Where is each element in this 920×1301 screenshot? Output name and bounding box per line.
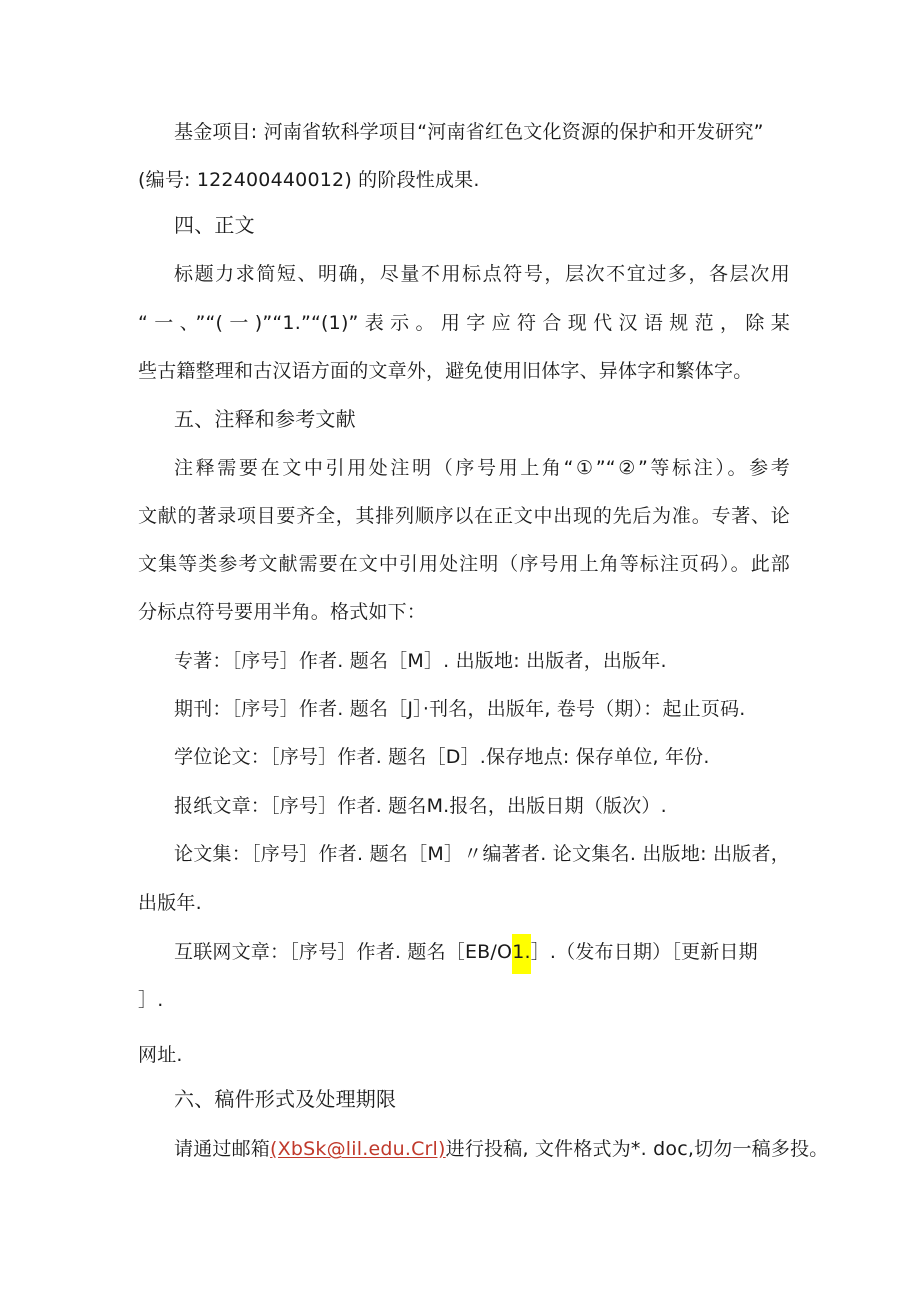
format-journal: 期刊：［序号］作者. 题名［J］·刊名，出版年, 卷号（期）：起止页码. bbox=[174, 698, 746, 720]
format-internet-line-2: ］. bbox=[138, 989, 164, 1011]
format-monograph: 专著：［序号］作者. 题名［M］. 出版地: 出版者，出版年. bbox=[174, 650, 667, 672]
format-newspaper: 报纸文章：［序号］作者. 题名M.报名，出版日期（版次）. bbox=[174, 795, 667, 817]
format-internet-line-3: 网址. bbox=[138, 1044, 183, 1066]
format-internet-prefix: 互联网文章：［序号］作者. 题名［EB/O bbox=[174, 941, 513, 963]
format-internet-suffix: ］.（发布日期）［更新日期 bbox=[530, 941, 758, 963]
format-collection-line-2: 出版年. bbox=[138, 892, 202, 914]
section-4-heading: 四、正文 bbox=[174, 213, 255, 237]
section-5-para-line-1: 注释需要在文中引用处注明（序号用上角“①”“②”等标注）。参考 bbox=[174, 457, 790, 479]
email-link[interactable]: (XbSk@lil.edu.Crl) bbox=[270, 1138, 446, 1160]
section-4-para-line-2: “一、”“(一)”“1.”“(1)”表示。用字应符合现代汉语规范，除某 bbox=[138, 312, 790, 334]
section-5-para-line-2: 文献的著录项目要齐全，其排列顺序以在正文中出现的先后为准。专著、论 bbox=[138, 505, 790, 527]
submission-line bbox=[174, 1137, 829, 1161]
fund-line-2: (编号: 122400440012) 的阶段性成果. bbox=[138, 169, 480, 191]
section-4-para-line-1: 标题力求简短、明确，尽量不用标点符号，层次不宜过多，各层次用 bbox=[174, 263, 790, 285]
format-collection-line-1: 论文集：［序号］作者. 题名［M］〃编著者. 论文集名. 出版地: 出版者， bbox=[174, 843, 790, 865]
section-6-heading: 六、稿件形式及处理期限 bbox=[174, 1087, 397, 1111]
format-internet-line-1 bbox=[174, 940, 758, 964]
section-5-heading: 五、注释和参考文献 bbox=[174, 407, 356, 431]
section-5-para-line-3: 文集等类参考文献需要在文中引用处注明（序号用上角等标注页码）。此部 bbox=[138, 553, 790, 575]
section-5-para-line-4: 分标点符号要用半角。格式如下： bbox=[138, 601, 427, 623]
submission-suffix: 进行投稿, 文件格式为*. doc,切勿一稿多投。 bbox=[445, 1138, 829, 1160]
highlighted-text: 1. bbox=[512, 934, 531, 974]
format-thesis: 学位论文：［序号］作者. 题名［D］.保存地点: 保存单位, 年份. bbox=[174, 746, 710, 768]
fund-line-1: 基金项目: 河南省软科学项目“河南省红色文化资源的保护和开发研究” bbox=[174, 121, 764, 143]
submission-prefix: 请通过邮箱 bbox=[174, 1138, 271, 1160]
section-4-para-line-3: 些古籍整理和古汉语方面的文章外，避免使用旧体字、异体字和繁体字。 bbox=[138, 360, 753, 382]
